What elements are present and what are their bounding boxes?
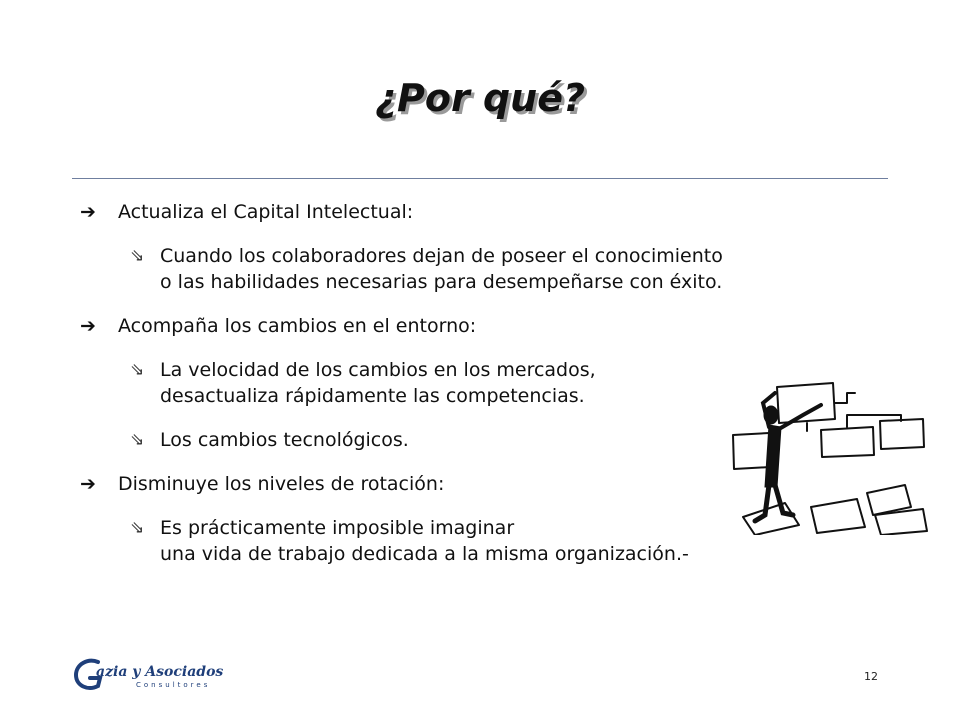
hollow-arrow-icon: ⇘ bbox=[130, 360, 145, 380]
bullet-item bbox=[80, 199, 880, 225]
arrow-right-icon: ➔ bbox=[80, 473, 96, 495]
logo-text: azia y Asociados bbox=[96, 664, 224, 680]
title-divider bbox=[72, 178, 888, 179]
slide-title: ¿Por qué? bbox=[374, 76, 586, 120]
sub-bullet-line: desactualiza rápidamente las competencias. bbox=[160, 385, 585, 407]
hollow-arrow-icon: ⇘ bbox=[130, 430, 145, 450]
sub-bullet-line: o las habilidades necesarias para desempeñarse con éxito. bbox=[160, 271, 723, 293]
sub-bullet-line: Es prácticamente imposible imaginar bbox=[160, 517, 515, 539]
hollow-arrow-icon: ⇘ bbox=[130, 518, 145, 538]
person-with-papers-illustration bbox=[725, 375, 930, 535]
bullet-text: Actualiza el Capital Intelectual: bbox=[118, 201, 414, 223]
arrow-right-icon: ➔ bbox=[80, 315, 96, 337]
sub-bullet-line: La velocidad de los cambios en los mercados, bbox=[160, 359, 596, 381]
page-number: 12 bbox=[864, 670, 878, 683]
arrow-right-icon: ➔ bbox=[80, 201, 96, 223]
bullet-text: Disminuye los niveles de rotación: bbox=[118, 473, 445, 495]
bullet-text: Acompaña los cambios en el entorno: bbox=[118, 315, 477, 337]
sub-bullet-line: Los cambios tecnológicos. bbox=[160, 429, 409, 451]
hollow-arrow-icon: ⇘ bbox=[130, 246, 145, 266]
sub-bullet-line: Cuando los colaboradores dejan de poseer el conocimiento bbox=[160, 245, 723, 267]
gazia-asociados-logo bbox=[74, 656, 234, 692]
sub-bullet-line: una vida de trabajo dedicada a la misma organización.- bbox=[160, 543, 689, 565]
logo-subtext: Consultores bbox=[136, 681, 211, 689]
bullet-item bbox=[80, 313, 880, 339]
sub-bullet-item bbox=[80, 243, 880, 295]
